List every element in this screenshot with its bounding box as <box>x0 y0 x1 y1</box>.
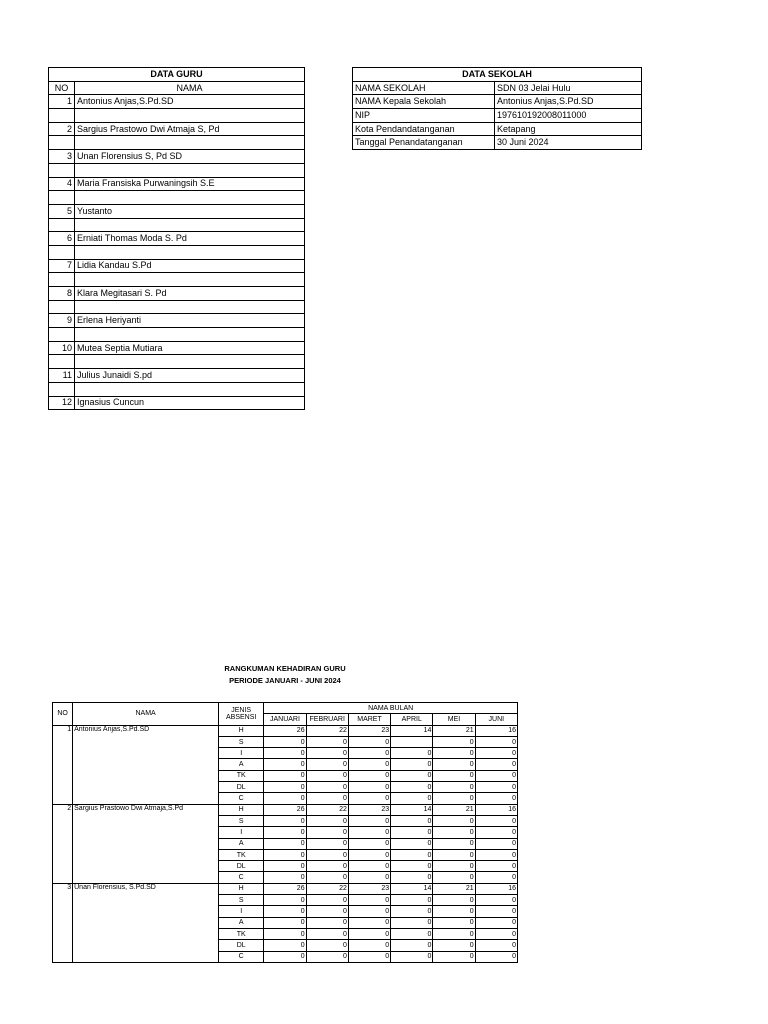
rekap-value: 0 <box>348 872 390 883</box>
rekap-title: RANGKUMAN KEHADIRAN GURU <box>224 664 346 673</box>
rekap-jenis: TK <box>219 770 264 781</box>
month-header: JANUARI <box>264 714 306 725</box>
guru-nama: Mutea Septia Mutiara <box>75 341 305 355</box>
sekolah-value: Ketapang <box>495 122 642 136</box>
rekap-value: 0 <box>433 872 475 883</box>
guru-col-nama: NAMA <box>75 81 305 95</box>
guru-no: 7 <box>49 259 75 273</box>
rekap-value: 0 <box>348 928 390 939</box>
rekap-value: 0 <box>391 838 433 849</box>
sekolah-label: NAMA SEKOLAH <box>353 81 495 95</box>
rekap-value: 0 <box>264 872 306 883</box>
rekap-value: 0 <box>391 770 433 781</box>
rekap-subtitle: PERIODE JANUARI - JUNI 2024 <box>229 676 341 685</box>
guru-row <box>49 95 305 109</box>
rekap-value: 22 <box>306 804 348 815</box>
rekap-value: 26 <box>264 725 306 736</box>
guru-row <box>49 150 305 164</box>
rekap-value: 16 <box>475 883 517 894</box>
guru-no: 5 <box>49 204 75 218</box>
month-header: MEI <box>433 714 475 725</box>
rekap-value: 0 <box>475 872 517 883</box>
rekap-value: 23 <box>348 883 390 894</box>
rekap-value: 0 <box>348 793 390 804</box>
rekap-value: 0 <box>475 782 517 793</box>
rekap-value: 0 <box>475 917 517 928</box>
rekap-value: 0 <box>264 793 306 804</box>
guru-spacer-row <box>49 273 305 287</box>
guru-rows <box>49 95 305 410</box>
rekap-value: 0 <box>391 917 433 928</box>
sekolah-value: 197610192008011000 <box>495 109 642 123</box>
rekap-row <box>53 804 518 815</box>
rekap-value: 0 <box>475 827 517 838</box>
rekap-value: 0 <box>475 759 517 770</box>
guru-spacer-cell <box>49 218 75 232</box>
guru-row <box>49 259 305 273</box>
rekap-value: 0 <box>433 736 475 747</box>
guru-spacer-cell <box>75 218 305 232</box>
rekap-value: 0 <box>475 838 517 849</box>
rekap-value: 0 <box>475 895 517 906</box>
guru-nama: Erlena Heriyanti <box>75 314 305 328</box>
guru-no: 6 <box>49 232 75 246</box>
rekap-value: 0 <box>391 748 433 759</box>
rekap-jenis: DL <box>219 782 264 793</box>
rekap-value: 0 <box>348 782 390 793</box>
rekap-value: 0 <box>306 815 348 826</box>
rekap-row <box>53 725 518 736</box>
rekap-value: 0 <box>433 827 475 838</box>
rekap-value: 22 <box>306 883 348 894</box>
rekap-col-no: NO <box>53 703 73 726</box>
sekolah-row <box>353 81 642 95</box>
rekap-value: 0 <box>391 861 433 872</box>
rekap-col-bulan: NAMA BULAN <box>264 703 518 714</box>
guru-spacer-cell <box>49 328 75 342</box>
guru-no: 2 <box>49 122 75 136</box>
guru-nama: Julius Junaidi S.pd <box>75 369 305 383</box>
guru-no: 10 <box>49 341 75 355</box>
rekap-jenis: TK <box>219 849 264 860</box>
rekap-value: 0 <box>391 827 433 838</box>
rekap-value: 0 <box>433 917 475 928</box>
rekap-value: 0 <box>475 793 517 804</box>
rekap-value: 0 <box>475 940 517 951</box>
rekap-jenis: A <box>219 838 264 849</box>
guru-nama: Antonius Anjas,S.Pd.SD <box>75 95 305 109</box>
rekap-value <box>391 736 433 747</box>
sekolah-value: SDN 03 Jelai Hulu <box>495 81 642 95</box>
rekap-value: 0 <box>306 951 348 962</box>
guru-row <box>49 341 305 355</box>
rekap-row <box>53 883 518 894</box>
rekap-nama: Sargius Prastowo Dwi Atmaja,S.Pd <box>73 804 219 883</box>
rekap-value: 0 <box>348 815 390 826</box>
guru-spacer-row <box>49 245 305 259</box>
rekap-jenis: H <box>219 725 264 736</box>
rekap-value: 0 <box>306 827 348 838</box>
guru-row <box>49 177 305 191</box>
guru-nama: Sargius Prastowo Dwi Atmaja S, Pd <box>75 122 305 136</box>
rekap-jenis: H <box>219 804 264 815</box>
guru-col-no: NO <box>49 81 75 95</box>
rekap-nama: Unan Florensius, S.Pd.SD <box>73 883 219 962</box>
rekap-value: 0 <box>264 815 306 826</box>
rekap-value: 0 <box>433 940 475 951</box>
rekap-value: 0 <box>264 861 306 872</box>
guru-spacer-cell <box>75 382 305 396</box>
rekap-value: 26 <box>264 883 306 894</box>
guru-spacer-row <box>49 109 305 123</box>
rekap-value: 0 <box>264 770 306 781</box>
rekap-no: 1 <box>53 725 73 804</box>
sekolah-label: NIP <box>353 109 495 123</box>
guru-spacer-cell <box>75 163 305 177</box>
rekap-value: 0 <box>348 770 390 781</box>
rekap-value: 0 <box>391 940 433 951</box>
guru-no: 4 <box>49 177 75 191</box>
guru-spacer-row <box>49 136 305 150</box>
month-header: FEBRUARI <box>306 714 348 725</box>
rekap-value: 0 <box>433 815 475 826</box>
rekap-value: 0 <box>264 736 306 747</box>
rekap-value: 0 <box>433 759 475 770</box>
month-header: APRIL <box>391 714 433 725</box>
guru-spacer-cell <box>75 273 305 287</box>
rekap-jenis: A <box>219 759 264 770</box>
rekap-value: 14 <box>391 883 433 894</box>
rekap-no: 3 <box>53 883 73 962</box>
rekap-value: 0 <box>306 793 348 804</box>
guru-spacer-row <box>49 163 305 177</box>
rekap-value: 0 <box>264 759 306 770</box>
guru-row <box>49 232 305 246</box>
rekap-value: 0 <box>264 748 306 759</box>
guru-row <box>49 314 305 328</box>
guru-spacer-cell <box>49 355 75 369</box>
rekap-value: 0 <box>306 770 348 781</box>
rekap-value: 0 <box>348 759 390 770</box>
rekap-value: 26 <box>264 804 306 815</box>
guru-spacer-cell <box>75 245 305 259</box>
rekap-value: 23 <box>348 804 390 815</box>
rekap-jenis: H <box>219 883 264 894</box>
rekap-value: 14 <box>391 804 433 815</box>
sekolah-row <box>353 122 642 136</box>
guru-row <box>49 287 305 301</box>
rekap-col-nama: NAMA <box>73 703 219 726</box>
guru-no: 8 <box>49 287 75 301</box>
rekap-jenis: S <box>219 895 264 906</box>
rekap-value: 0 <box>306 838 348 849</box>
sekolah-row <box>353 136 642 150</box>
guru-nama: Erniati Thomas Moda S. Pd <box>75 232 305 246</box>
rekap-value: 0 <box>391 951 433 962</box>
rekap-value: 0 <box>306 872 348 883</box>
rekap-value: 0 <box>264 906 306 917</box>
rekap-value: 0 <box>391 849 433 860</box>
rekap-value: 0 <box>391 872 433 883</box>
data-sekolah-title: DATA SEKOLAH <box>353 68 642 82</box>
rekap-value: 21 <box>433 804 475 815</box>
rekap-value: 0 <box>433 951 475 962</box>
guru-spacer-cell <box>49 382 75 396</box>
rekap-value: 0 <box>433 782 475 793</box>
rekap-value: 0 <box>264 917 306 928</box>
rekap-value: 0 <box>348 838 390 849</box>
rekap-value: 0 <box>391 759 433 770</box>
rekap-value: 0 <box>433 928 475 939</box>
rekap-jenis: I <box>219 827 264 838</box>
rekap-jenis: DL <box>219 861 264 872</box>
sekolah-row <box>353 109 642 123</box>
guru-no: 12 <box>49 396 75 410</box>
rekap-value: 0 <box>391 793 433 804</box>
rekap-value: 0 <box>306 748 348 759</box>
guru-no: 1 <box>49 95 75 109</box>
rekap-value: 0 <box>391 906 433 917</box>
rekap-value: 0 <box>264 940 306 951</box>
guru-no: 11 <box>49 369 75 383</box>
rekap-jenis: I <box>219 748 264 759</box>
rekap-value: 0 <box>348 895 390 906</box>
rekap-jenis: S <box>219 736 264 747</box>
rekap-value: 0 <box>306 906 348 917</box>
rekap-value: 0 <box>433 838 475 849</box>
guru-spacer-row <box>49 382 305 396</box>
month-header: MARET <box>348 714 390 725</box>
rekap-value: 0 <box>391 895 433 906</box>
data-sekolah-table <box>352 67 642 150</box>
guru-nama: Ignasius Cuncun <box>75 396 305 410</box>
sekolah-value: Antonius Anjas,S.Pd.SD <box>495 95 642 109</box>
guru-spacer-cell <box>49 273 75 287</box>
guru-spacer-cell <box>49 136 75 150</box>
guru-row <box>49 369 305 383</box>
rekap-value: 0 <box>264 782 306 793</box>
guru-no: 9 <box>49 314 75 328</box>
rekap-jenis: A <box>219 917 264 928</box>
rekap-value: 0 <box>348 736 390 747</box>
rekap-jenis: C <box>219 872 264 883</box>
rekap-value: 0 <box>391 815 433 826</box>
guru-nama: Maria Fransiska Purwaningsih S.E <box>75 177 305 191</box>
guru-no: 3 <box>49 150 75 164</box>
sekolah-label: Kota Pendandatanganan <box>353 122 495 136</box>
rekap-nama: Antonius Anjas,S.Pd.SD <box>73 725 219 804</box>
sekolah-label: Tanggal Penandatanganan <box>353 136 495 150</box>
rekap-rows <box>53 725 518 962</box>
rekap-value: 0 <box>348 906 390 917</box>
rekap-value: 0 <box>475 861 517 872</box>
rekap-value: 0 <box>475 736 517 747</box>
guru-spacer-row <box>49 355 305 369</box>
rekap-value: 0 <box>264 827 306 838</box>
guru-spacer-cell <box>75 109 305 123</box>
guru-nama: Yustanto <box>75 204 305 218</box>
rekap-value: 0 <box>475 849 517 860</box>
rekap-value: 0 <box>475 770 517 781</box>
rekap-jenis: TK <box>219 928 264 939</box>
rekap-value: 21 <box>433 725 475 736</box>
rekap-value: 0 <box>306 759 348 770</box>
guru-row <box>49 204 305 218</box>
rekap-value: 0 <box>348 951 390 962</box>
guru-nama: Lidia Kandau S.Pd <box>75 259 305 273</box>
rekap-jenis: S <box>219 815 264 826</box>
rekap-value: 0 <box>475 951 517 962</box>
rekap-value: 0 <box>306 928 348 939</box>
rekap-col-jenis: JENIS ABSENSI <box>219 703 264 726</box>
guru-nama: Klara Megitasari S. Pd <box>75 287 305 301</box>
rekap-value: 0 <box>433 895 475 906</box>
sekolah-label: NAMA Kepala Sekolah <box>353 95 495 109</box>
rekap-value: 16 <box>475 804 517 815</box>
guru-spacer-cell <box>49 191 75 205</box>
rekap-value: 21 <box>433 883 475 894</box>
guru-spacer-cell <box>75 191 305 205</box>
rekap-table <box>52 702 518 963</box>
rekap-value: 0 <box>348 827 390 838</box>
rekap-value: 0 <box>306 736 348 747</box>
rekap-value: 0 <box>475 748 517 759</box>
rekap-value: 0 <box>264 951 306 962</box>
rekap-value: 0 <box>391 928 433 939</box>
rekap-jenis: C <box>219 793 264 804</box>
guru-nama: Unan Florensius S, Pd SD <box>75 150 305 164</box>
rekap-value: 0 <box>348 748 390 759</box>
rekap-value: 0 <box>433 770 475 781</box>
rekap-no: 2 <box>53 804 73 883</box>
rekap-value: 0 <box>475 928 517 939</box>
rekap-value: 0 <box>306 940 348 951</box>
rekap-value: 0 <box>348 940 390 951</box>
rekap-value: 0 <box>264 838 306 849</box>
rekap-value: 0 <box>306 782 348 793</box>
rekap-jenis: DL <box>219 940 264 951</box>
guru-spacer-cell <box>75 328 305 342</box>
guru-spacer-cell <box>75 300 305 314</box>
rekap-value: 0 <box>306 849 348 860</box>
rekap-value: 0 <box>348 861 390 872</box>
rekap-value: 16 <box>475 725 517 736</box>
rekap-value: 0 <box>433 906 475 917</box>
rekap-value: 0 <box>306 895 348 906</box>
rekap-value: 0 <box>264 895 306 906</box>
sekolah-row <box>353 95 642 109</box>
month-header: JUNI <box>475 714 517 725</box>
guru-spacer-cell <box>49 109 75 123</box>
guru-spacer-cell <box>75 355 305 369</box>
guru-spacer-row <box>49 191 305 205</box>
rekap-value: 0 <box>264 928 306 939</box>
guru-row <box>49 396 305 410</box>
guru-row <box>49 122 305 136</box>
guru-spacer-row <box>49 218 305 232</box>
rekap-jenis: I <box>219 906 264 917</box>
rekap-value: 0 <box>306 917 348 928</box>
guru-spacer-cell <box>49 300 75 314</box>
rekap-value: 0 <box>264 849 306 860</box>
guru-spacer-cell <box>75 136 305 150</box>
guru-spacer-cell <box>49 163 75 177</box>
data-guru-title: DATA GURU <box>49 68 305 82</box>
guru-spacer-row <box>49 300 305 314</box>
rekap-value: 0 <box>475 815 517 826</box>
rekap-value: 0 <box>348 849 390 860</box>
rekap-value: 0 <box>475 906 517 917</box>
sekolah-rows <box>353 81 642 149</box>
guru-spacer-row <box>49 328 305 342</box>
rekap-value: 0 <box>306 861 348 872</box>
guru-spacer-cell <box>49 245 75 259</box>
sekolah-value: 30 Juni 2024 <box>495 136 642 150</box>
rekap-value: 0 <box>433 861 475 872</box>
rekap-value: 23 <box>348 725 390 736</box>
rekap-value: 0 <box>433 793 475 804</box>
data-guru-table <box>48 67 305 410</box>
rekap-value: 0 <box>433 748 475 759</box>
rekap-value: 0 <box>433 849 475 860</box>
rekap-value: 0 <box>348 917 390 928</box>
rekap-value: 14 <box>391 725 433 736</box>
rekap-jenis: C <box>219 951 264 962</box>
rekap-value: 0 <box>391 782 433 793</box>
rekap-value: 22 <box>306 725 348 736</box>
